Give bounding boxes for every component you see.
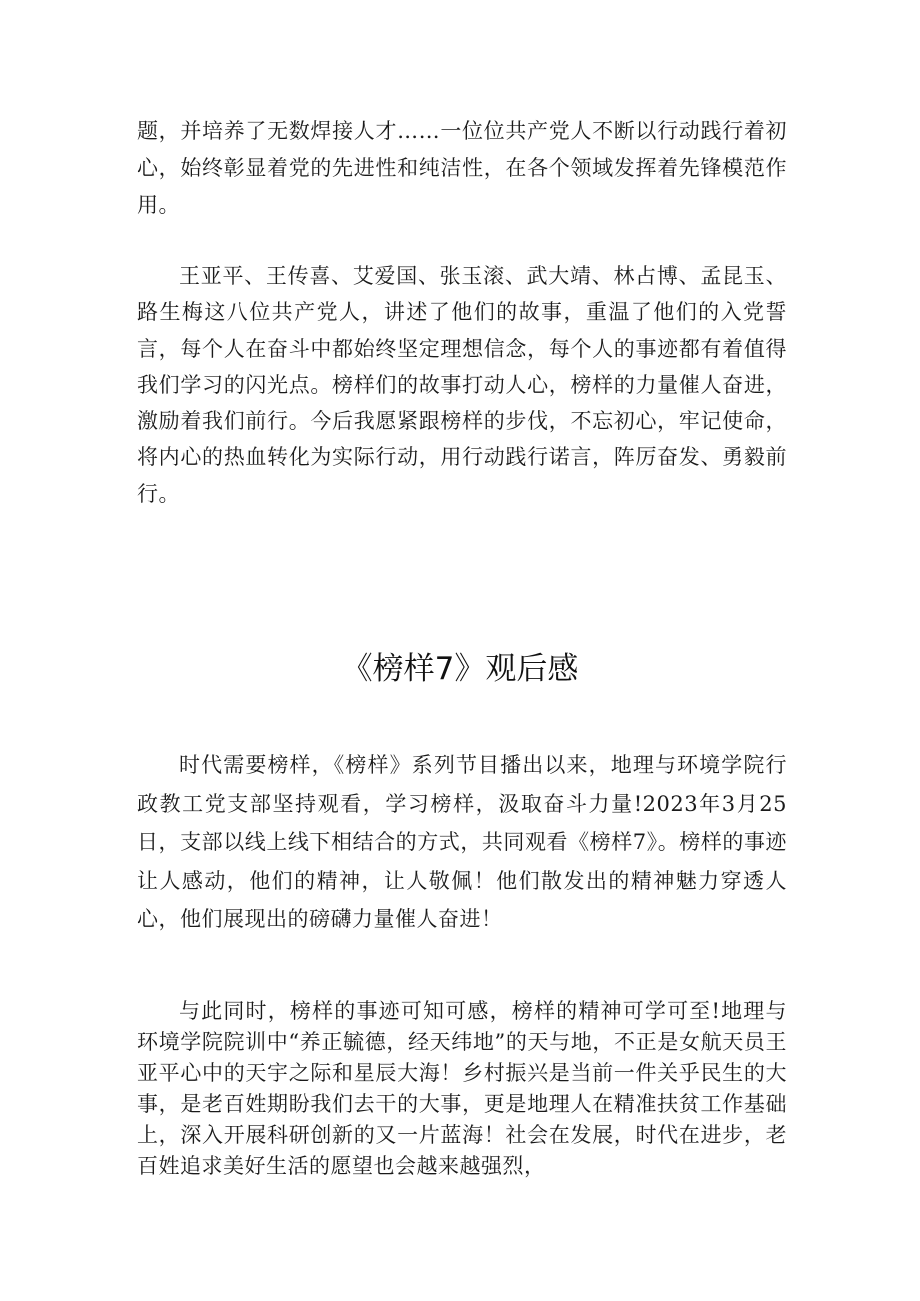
paragraph-body: 与此同时，榜样的事迹可知可感，榜样的精神可学可至!地理与环境学院院训中“养正毓德，经天纬地”的天与地，不正是女航天员王亚平心中的天宇之际和星辰大海！乡村振兴是当前一件关乎民生的大事，是老百姓期盼我们去干的大事，更是地理人在精准扶贫工作基础上，深入开展科研创新的又一片蓝海！社会在发展，时代在进步，老百姓追求美好生活的愿望也会越来越强烈， bbox=[137, 999, 787, 1178]
paragraph-continued: 题，并培养了无数焊接人才……一位位共产党人不断以行动践行着初心，始终彰显着党的先进性和纯洁性，在各个领域发挥着先锋模范作用。 bbox=[137, 119, 787, 217]
section-title: 《榜样7》观后感 bbox=[341, 651, 579, 687]
paragraph-role-models: 王亚平、王传喜、艾爱国、张玉滚、武大靖、林占博、孟昆玉、路生梅这八位共产党人，讲述了他们的故事，重温了他们的入党誓言，每个人在奋斗中都始终坚定理想信念，每个人的事迹都有着值得我们学习的闪光点。榜样们的故事打动人心，榜样的力量催人奋进，激励着我们前行。今后我愿紧跟榜样的步伐，不忘初心，牢记使命，将内心的热血转化为实际行动，用行动践行诺言，阵厉奋发、勇毅前行。 bbox=[137, 264, 787, 506]
paragraph-intro: 时代需要榜样，《榜样》系列节目播出以来，地理与环境学院行政教工党支部坚持观看，学习榜样，汲取奋斗力量!2023年3月25日，支部以线上线下相结合的方式，共同观看《榜样7》。榜样的事迹让人感动，他们的精神，让人敬佩！他们散发出的精神魅力穿透人心，他们展现出的磅礴力量催人奋进！ bbox=[137, 753, 787, 931]
